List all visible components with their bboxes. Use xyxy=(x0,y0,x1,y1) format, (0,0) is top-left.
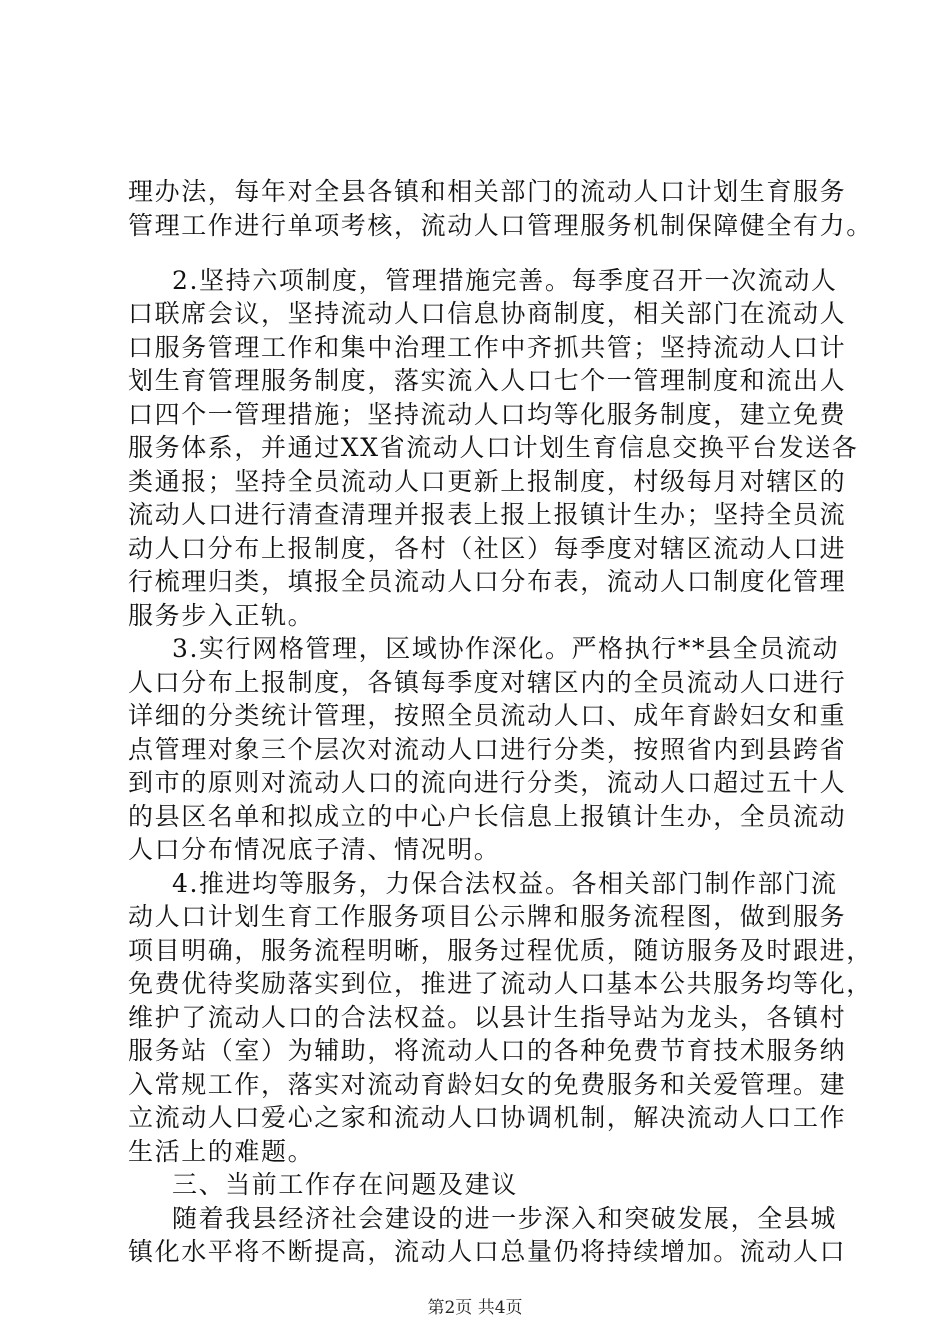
text-line: 入常规工作，落实对流动育龄妇女的免费服务和关爱管理。建 xyxy=(128,1070,847,1099)
text-line: 口服务管理工作和集中治理工作中齐抓共管；坚持流动人口计 xyxy=(128,333,847,362)
text-line: 理办法，每年对全县各镇和相关部门的流动人口计划生育服务 xyxy=(128,177,847,206)
text-line: 动人口计划生育工作服务项目公示牌和服务流程图，做到服务 xyxy=(128,902,847,931)
text-line: 人口分布上报制度，各镇每季度对辖区内的全员流动人口进行 xyxy=(128,668,847,697)
text-line: 划生育管理服务制度，落实流入人口七个一管理制度和流出人 xyxy=(128,366,847,395)
text-line: 行梳理归类，填报全员流动人口分布表，流动人口制度化管理 xyxy=(128,567,847,596)
text-line: 免费优待奖励落实到位，推进了流动人口基本公共服务均等化， xyxy=(128,969,873,998)
text-line: 详细的分类统计管理，按照全员流动人口、成年育龄妇女和重 xyxy=(128,701,847,730)
text-line: 的县区名单和拟成立的中心户长信息上报镇计生办，全员流动 xyxy=(128,802,847,831)
text-line: 服务体系，并通过XX省流动人口计划生育信息交换平台发送各 xyxy=(128,433,859,462)
text-line: 生活上的难题。 xyxy=(128,1137,315,1166)
text-line: 维护了流动人口的合法权益。以县计生指导站为龙头，各镇村 xyxy=(128,1003,847,1032)
text-line: 流动人口进行清查清理并报表上报上报镇计生办；坚持全员流 xyxy=(128,500,847,529)
text-line: 动人口分布上报制度，各村（社区）每季度对辖区流动人口进 xyxy=(128,534,847,563)
text-line: 到市的原则对流动人口的流向进行分类，流动人口超过五十人 xyxy=(128,768,847,797)
text-line: 管理工作进行单项考核，流动人口管理服务机制保障健全有力。 xyxy=(128,211,873,240)
text-line: 口四个一管理措施；坚持流动人口均等化服务制度，建立免费 xyxy=(128,400,847,429)
paragraph-heading-4: 4.推进均等服务，力保合法权益。各相关部门制作部门流 xyxy=(172,869,838,898)
paragraph-heading-2: 2.坚持六项制度，管理措施完善。每季度召开一次流动人 xyxy=(172,266,838,295)
text-line: 镇化水平将不断提高，流动人口总量仍将持续增加。流动人口 xyxy=(128,1237,847,1266)
text-line: 随着我县经济社会建设的进一步深入和突破发展，全县城 xyxy=(172,1204,838,1233)
text-line: 类通报；坚持全员流动人口更新上报制度，村级每月对辖区的 xyxy=(128,467,847,496)
text-line: 项目明确，服务流程明晰，服务过程优质，随访服务及时跟进， xyxy=(128,936,873,965)
section-heading: 三、当前工作存在问题及建议 xyxy=(172,1170,518,1199)
text-line: 点管理对象三个层次对流动人口进行分类，按照省内到县跨省 xyxy=(128,735,847,764)
text-line: 口联席会议，坚持流动人口信息协商制度，相关部门在流动人 xyxy=(128,299,847,328)
text-line: 服务站（室）为辅助，将流动人口的各种免费节育技术服务纳 xyxy=(128,1036,847,1065)
text-line: 服务步入正轨。 xyxy=(128,601,315,630)
text-line: 立流动人口爱心之家和流动人口协调机制，解决流动人口工作 xyxy=(128,1103,847,1132)
text-line: 人口分布情况底子清、情况明。 xyxy=(128,835,501,864)
page-number-footer: 第2页 共4页 xyxy=(427,1298,523,1318)
paragraph-heading-3: 3.实行网格管理，区域协作深化。严格执行**县全员流动 xyxy=(172,634,840,663)
